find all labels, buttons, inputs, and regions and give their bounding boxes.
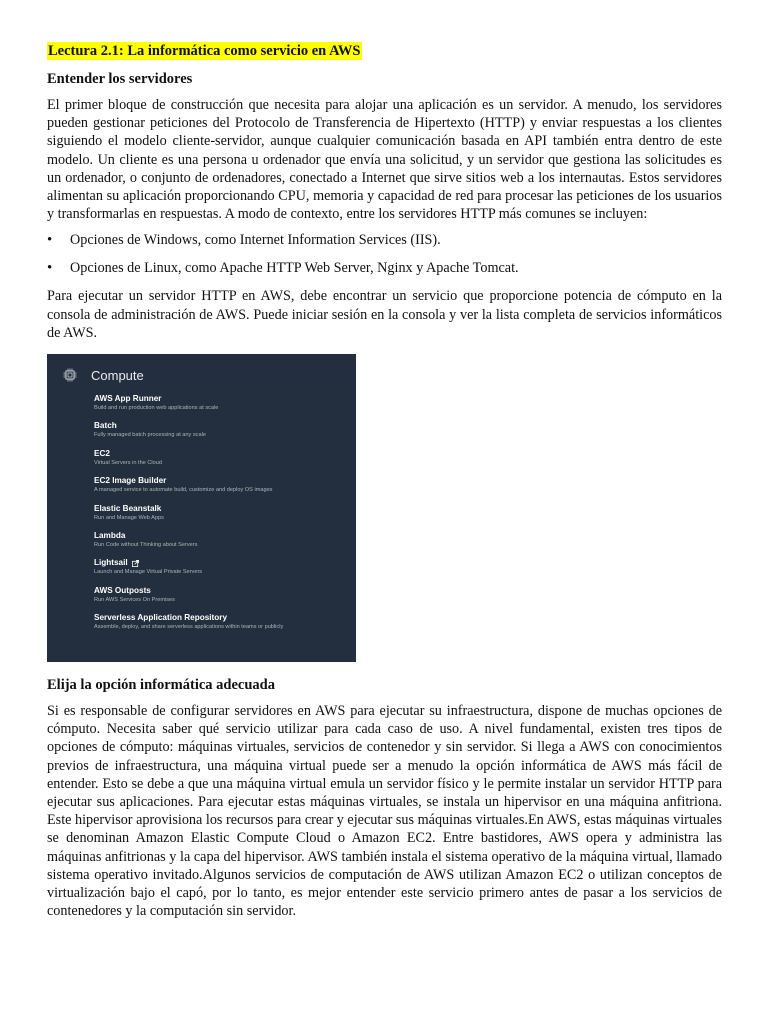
compute-services-panel — [47, 354, 356, 662]
paragraph-compute-options: Si es responsable de configurar servidores en AWS para ejecutar su infraestructura, dispone de muchas opciones de cómputo. Necesita saber qué servicio utilizar para cada caso de uso. A nivel fundamental, existen tres tipos de opciones de cómputo: máquinas virtuales, servicios de contenedor y sin servidor. Si llega a AWS con conocimientos previos de infraestructura, una máquina virtual puede ser a menudo la opción informática de AWS más fácil de entender. Esto se debe a que una máquina virtual emula un servidor físico y le permite instalar un servidor HTTP para ejecutar sus aplicaciones. Para ejecutar estas máquinas virtuales, se instala un hipervisor en una máquina anfitriona. Este hipervisor aprovisiona los recursos para crear y ejecutar sus máquinas virtuales.En AWS, estas máquinas virtuales se denominan Amazon Elastic Compute Cloud o Amazon EC2. Entre bastidores, AWS opera y administra las máquinas anfitrionas y la capa del hipervisor. AWS también instala el sistema operativo de la máquina virtual, llamado sistema operativo invitado.Algunos servicios de computación de AWS utilizan Amazon EC2 o utilizan conceptos de virtualización bajo el capó, por lo tanto, es mejor entender este servicio primero antes de pasar a los servicios de contenedores y la computación sin servidor. — [47, 703, 722, 920]
service-description: Build and run production web applications at scale — [94, 405, 219, 412]
panel-title: Compute — [91, 367, 144, 383]
service-lightsail[interactable] — [94, 558, 356, 585]
service-name: Serverless Application Repository — [94, 613, 228, 623]
service-name: Elastic Beanstalk — [94, 503, 162, 513]
service-lambda[interactable] — [94, 531, 356, 558]
service-description: Run AWS Services On Premises — [94, 596, 175, 603]
list-item: • Opciones de Linux, como Apache HTTP Web Server, Nginx y Apache Tomcat. — [47, 259, 722, 277]
service-aws-outposts[interactable] — [94, 586, 356, 613]
http-servers-list — [47, 231, 722, 277]
service-name: AWS App Runner — [94, 394, 162, 404]
lecture-title: Lectura 2.1: La informática como servicio en AWS — [48, 43, 361, 59]
service-description: Run and Manage Web Apps — [94, 514, 164, 521]
service-name: AWS Outposts — [94, 585, 151, 595]
paragraph-console: Para ejecutar un servidor HTTP en AWS, debe encontrar un servicio que proporcione potencia de cómputo en la consola de administración de AWS. Puede iniciar sesión en la consola y ver la lista completa de servicios informáticos de AWS. — [47, 288, 722, 341]
service-description: Run Code without Thinking about Servers — [94, 541, 198, 548]
service-name: Batch — [94, 421, 117, 431]
service-name: EC2 — [94, 448, 110, 458]
service-serverless-application-repository[interactable] — [94, 613, 356, 640]
panel-header — [47, 364, 356, 386]
list-item: • Opciones de Windows, como Internet Information Services (IIS). — [47, 231, 722, 249]
section-heading-compute-option: Elija la opción informática adecuada — [47, 677, 275, 694]
section-heading-servers: Entender los servidores — [47, 71, 193, 87]
service-name: Lambda — [94, 530, 126, 540]
service-name-row — [94, 558, 356, 568]
service-description: Virtual Servers in the Cloud — [94, 459, 162, 466]
service-batch[interactable] — [94, 421, 356, 448]
external-link-icon — [132, 560, 139, 567]
service-ec2[interactable] — [94, 449, 356, 476]
document-content — [47, 42, 722, 928]
service-description: A managed service to automate build, customize and deploy OS images — [94, 487, 273, 494]
service-app-runner[interactable] — [94, 394, 356, 421]
service-name: Lightsail — [94, 558, 128, 568]
service-description: Fully managed batch processing at any scale — [94, 432, 206, 439]
service-ec2-image-builder[interactable] — [94, 476, 356, 503]
service-name: EC2 Image Builder — [94, 476, 167, 486]
service-elastic-beanstalk[interactable] — [94, 504, 356, 531]
service-description: Assemble, deploy, and share serverless applications within teams or publicly — [94, 624, 284, 631]
paragraph-servers-intro: El primer bloque de construcción que necesita para alojar una aplicación es un servidor. A menudo, los servidores pueden gestionar peticiones del Protocolo de Transferencia de Hipertexto (HTTP) y enviar respuestas a los clientes siguiendo el modelo cliente-servidor, aunque cualquier comunicación basada en API también entra dentro de este modelo. Un cliente es una persona u ordenador que envía una solicitud, y un servidor que gestiona las solicitudes es un ordenador, o conjunto de ordenadores, conectado a Internet que sirve sitios web a los internautas. Estos servidores alimentan su aplicación proporcionando CPU, memoria y capacidad de red para procesar las peticiones de los usuarios y transformarlas en respuestas. A modo de contexto, entre los servidores HTTP más comunes se incluyen: — [47, 97, 722, 223]
chip-icon — [63, 368, 77, 382]
service-list — [47, 394, 356, 641]
service-description: Launch and Manage Virtual Private Servers — [94, 569, 203, 576]
